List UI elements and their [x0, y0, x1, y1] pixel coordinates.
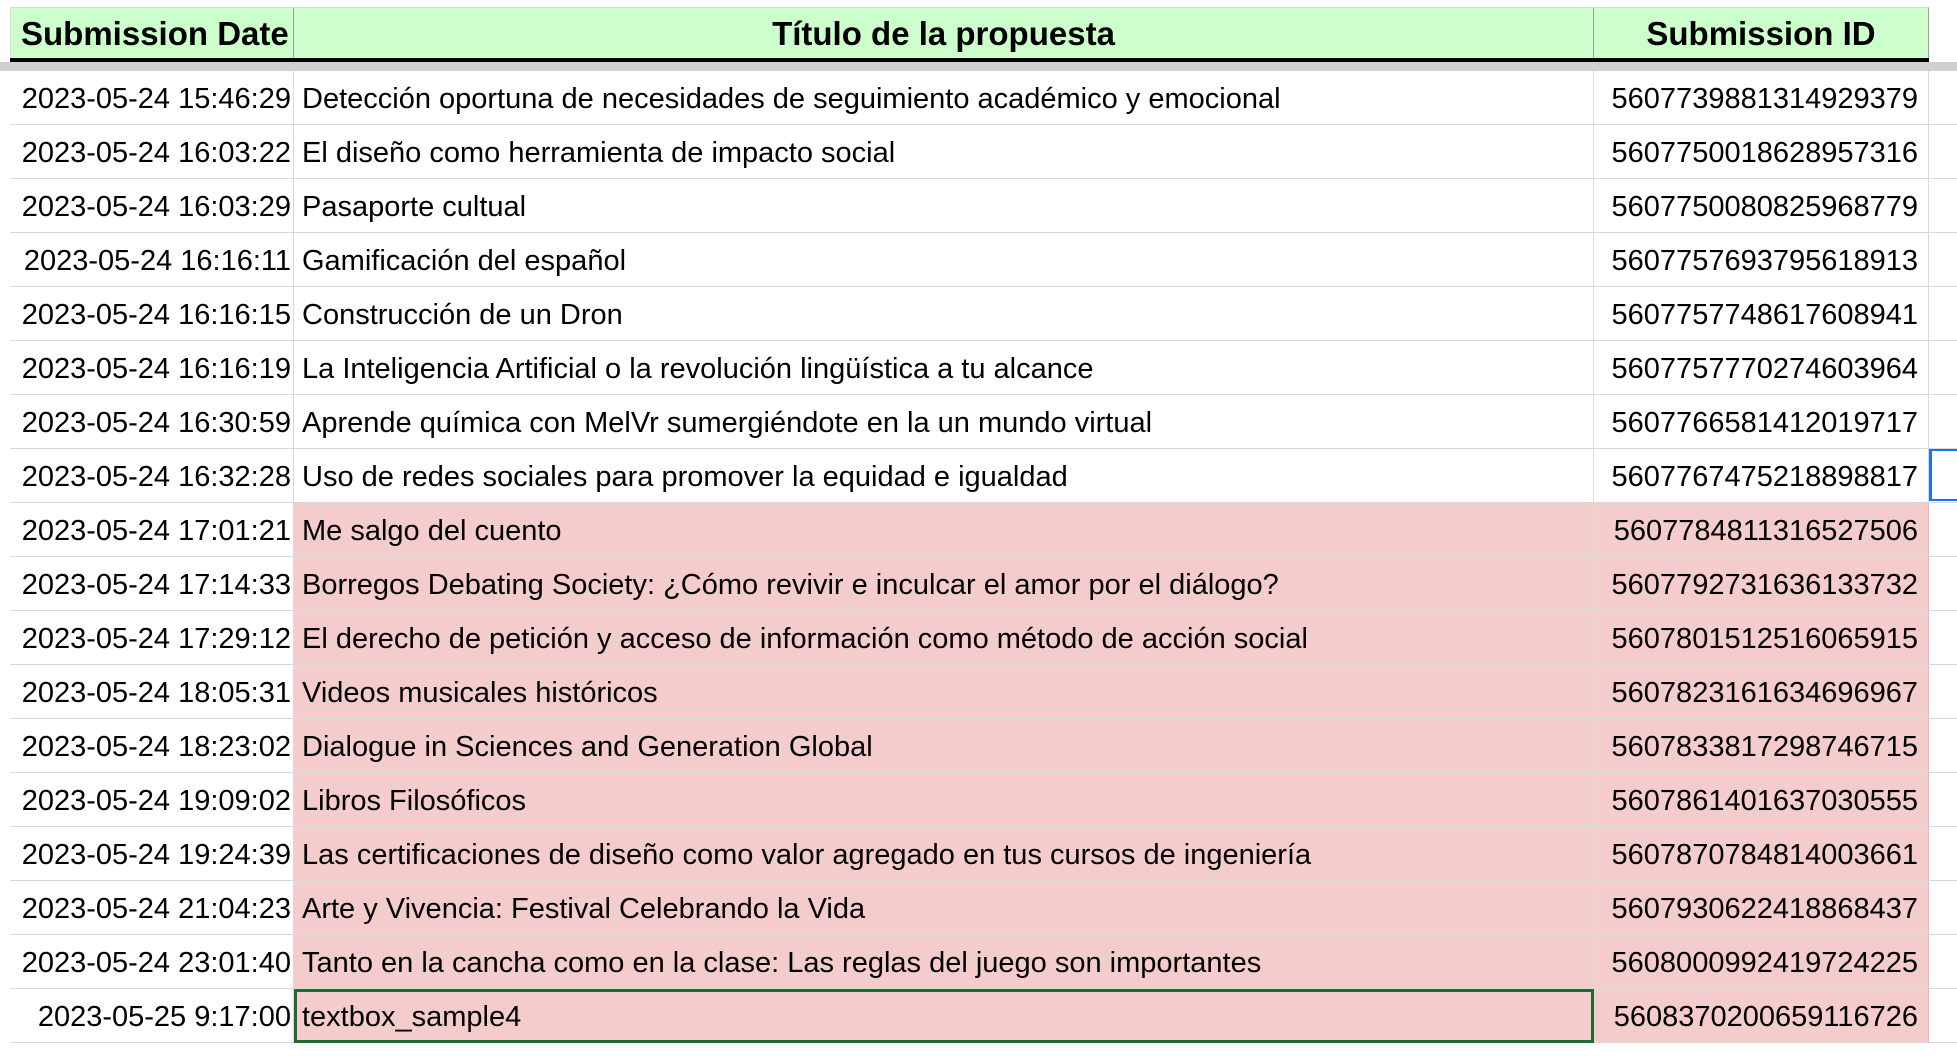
cell-submission-id[interactable]: 5607750018628957316	[1594, 125, 1929, 179]
table-row[interactable]	[10, 395, 1957, 449]
cell-empty[interactable]	[1929, 557, 1957, 611]
cell-submission-id[interactable]: 5607930622418868437	[1594, 881, 1929, 935]
cell-submission-date[interactable]: 2023-05-24 17:14:33	[10, 557, 294, 611]
cell-submission-date[interactable]: 2023-05-24 16:16:19	[10, 341, 294, 395]
cell-submission-date[interactable]: 2023-05-24 17:01:21	[10, 503, 294, 557]
cell-titulo[interactable]: Me salgo del cuento	[294, 503, 1594, 557]
cell-submission-id[interactable]: 5607739881314929379	[1594, 71, 1929, 125]
cell-submission-id[interactable]: 5607870784814003661	[1594, 827, 1929, 881]
cell-empty[interactable]	[1929, 125, 1957, 179]
active-cell-marker	[1929, 449, 1957, 501]
cell-empty[interactable]	[1929, 503, 1957, 557]
cell-empty[interactable]	[1929, 611, 1957, 665]
cell-titulo[interactable]: Pasaporte cultual	[294, 179, 1594, 233]
table-row[interactable]	[10, 233, 1957, 287]
cell-empty[interactable]	[1929, 989, 1957, 1043]
cell-submission-date[interactable]: 2023-05-24 16:32:28	[10, 449, 294, 503]
cell-empty[interactable]	[1929, 179, 1957, 233]
table-row[interactable]	[10, 827, 1957, 881]
cell-submission-date[interactable]: 2023-05-24 16:30:59	[10, 395, 294, 449]
cell-titulo[interactable]: Dialogue in Sciences and Generation Global	[294, 719, 1594, 773]
column-header-submission-id[interactable]: Submission ID	[1594, 7, 1929, 59]
cell-submission-id[interactable]: 5608000992419724225	[1594, 935, 1929, 989]
table-row[interactable]	[10, 611, 1957, 665]
cell-submission-id[interactable]: 5607784811316527506	[1594, 503, 1929, 557]
cell-submission-id[interactable]: 5607801512516065915	[1594, 611, 1929, 665]
column-header-titulo[interactable]: Título de la propuesta	[294, 7, 1594, 59]
cell-titulo[interactable]: El diseño como herramienta de impacto social	[294, 125, 1594, 179]
cell-submission-id[interactable]: 5607757693795618913	[1594, 233, 1929, 287]
cell-submission-id[interactable]: 5607823161634696967	[1594, 665, 1929, 719]
table-row[interactable]	[10, 449, 1957, 503]
table-row[interactable]	[10, 557, 1957, 611]
header-row	[10, 7, 1929, 59]
cell-empty[interactable]	[1929, 827, 1957, 881]
cell-titulo[interactable]: Las certificaciones de diseño como valor agregado en tus cursos de ingeniería	[294, 827, 1594, 881]
cell-titulo[interactable]: Aprende química con MelVr sumergiéndote en la un mundo virtual	[294, 395, 1594, 449]
cell-submission-date[interactable]: 2023-05-24 15:46:29	[10, 71, 294, 125]
cell-titulo[interactable]: La Inteligencia Artificial o la revolución lingüística a tu alcance	[294, 341, 1594, 395]
cell-submission-date[interactable]: 2023-05-24 16:16:15	[10, 287, 294, 341]
cell-submission-date[interactable]: 2023-05-24 21:04:23	[10, 881, 294, 935]
table-row[interactable]	[10, 341, 1957, 395]
table-row[interactable]	[10, 773, 1957, 827]
cell-submission-date[interactable]: 2023-05-24 16:03:22	[10, 125, 294, 179]
table-row[interactable]	[10, 125, 1957, 179]
cell-empty[interactable]	[1929, 773, 1957, 827]
cell-empty[interactable]	[1929, 341, 1957, 395]
cell-submission-date[interactable]: 2023-05-24 16:16:11	[10, 233, 294, 287]
cell-titulo[interactable]: Tanto en la cancha como en la clase: Las reglas del juego son importantes	[294, 935, 1594, 989]
cell-submission-id[interactable]: 5607792731636133732	[1594, 557, 1929, 611]
cell-submission-id[interactable]: 5607767475218898817	[1594, 449, 1929, 503]
table-row[interactable]	[10, 935, 1957, 989]
cell-titulo[interactable]: El derecho de petición y acceso de información como método de acción social	[294, 611, 1594, 665]
frozen-rows-divider[interactable]	[0, 62, 1957, 71]
cell-submission-date[interactable]: 2023-05-24 16:03:29	[10, 179, 294, 233]
cell-submission-id[interactable]: 5608370200659116726	[1594, 989, 1929, 1043]
cell-titulo[interactable]: Detección oportuna de necesidades de seguimiento académico y emocional	[294, 71, 1594, 125]
table-row[interactable]	[10, 503, 1957, 557]
cell-submission-id[interactable]: 5607766581412019717	[1594, 395, 1929, 449]
table-row[interactable]	[10, 287, 1957, 341]
table-row[interactable]	[10, 179, 1957, 233]
cell-submission-date[interactable]: 2023-05-24 18:23:02	[10, 719, 294, 773]
cell-submission-id[interactable]: 5607757770274603964	[1594, 341, 1929, 395]
cell-submission-date[interactable]: 2023-05-24 19:09:02	[10, 773, 294, 827]
table-row[interactable]	[10, 71, 1957, 125]
cell-submission-date[interactable]: 2023-05-25 9:17:00	[10, 989, 294, 1043]
cell-submission-id[interactable]: 5607750080825968779	[1594, 179, 1929, 233]
table-row[interactable]	[10, 881, 1957, 935]
cell-titulo[interactable]: Uso de redes sociales para promover la equidad e igualdad	[294, 449, 1594, 503]
table-row[interactable]	[10, 719, 1957, 773]
column-header-submission-date[interactable]: Submission Date	[10, 7, 294, 59]
cell-titulo[interactable]: Gamificación del español	[294, 233, 1594, 287]
cell-titulo[interactable]: Libros Filosóficos	[294, 773, 1594, 827]
cell-submission-date[interactable]: 2023-05-24 18:05:31	[10, 665, 294, 719]
cell-submission-id[interactable]: 5607757748617608941	[1594, 287, 1929, 341]
cell-titulo-selected[interactable]: textbox_sample4	[294, 989, 1594, 1043]
cell-submission-id[interactable]: 5607861401637030555	[1594, 773, 1929, 827]
cell-empty[interactable]	[1929, 287, 1957, 341]
cell-titulo[interactable]: Arte y Vivencia: Festival Celebrando la Vida	[294, 881, 1594, 935]
data-rows	[10, 71, 1957, 1043]
cell-empty[interactable]	[1929, 71, 1957, 125]
cell-submission-id[interactable]: 5607833817298746715	[1594, 719, 1929, 773]
cell-submission-date[interactable]: 2023-05-24 19:24:39	[10, 827, 294, 881]
cell-titulo[interactable]: Borregos Debating Society: ¿Cómo revivir e inculcar el amor por el diálogo?	[294, 557, 1594, 611]
cell-empty[interactable]	[1929, 935, 1957, 989]
cell-empty[interactable]	[1929, 395, 1957, 449]
cell-empty[interactable]	[1929, 665, 1957, 719]
cell-submission-date[interactable]: 2023-05-24 17:29:12	[10, 611, 294, 665]
cell-empty[interactable]	[1929, 881, 1957, 935]
cell-empty[interactable]	[1929, 233, 1957, 287]
cell-empty[interactable]	[1929, 719, 1957, 773]
cell-titulo[interactable]: Construcción de un Dron	[294, 287, 1594, 341]
cell-submission-date[interactable]: 2023-05-24 23:01:40	[10, 935, 294, 989]
table-row[interactable]	[10, 665, 1957, 719]
table-row[interactable]	[10, 989, 1957, 1043]
cell-titulo[interactable]: Videos musicales históricos	[294, 665, 1594, 719]
